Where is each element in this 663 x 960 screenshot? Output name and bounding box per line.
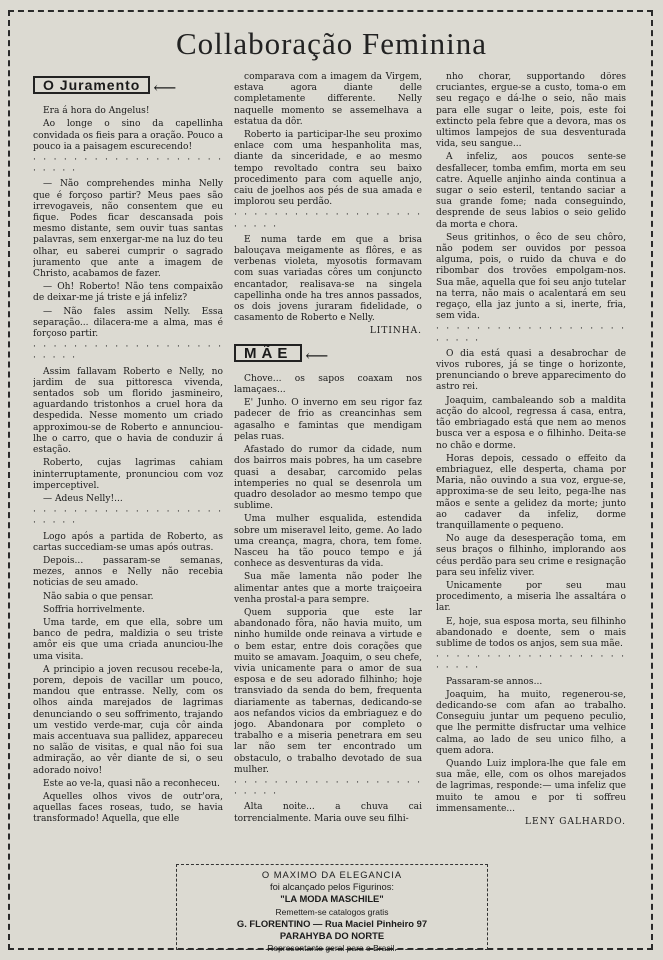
paragraph: Depois... passaram-se semanas, mezes, annos e Nelly não recebia noticias de seu amado. [33, 555, 223, 589]
paragraph: · · · · · · · · · · · · · · · · · · · · · · · · [33, 155, 223, 177]
paragraph: — Adeus Nelly!... [43, 493, 123, 504]
paragraph: Roberto ia participar-lhe seu proximo enlace com uma hespanholita mas, diante da sinceridade, e ao mesmo tempo revoltado contra seu baixo procedimento para com aquelle anjo, caiu de joelhos aos pés de sua amada e implorou seu perdão. [234, 130, 422, 208]
paragraph: Passaram-se annos... [446, 676, 543, 687]
column-right [436, 72, 626, 862]
paragraph: comparava com a imagem da Virgem, estava agora diante delle completamente differente. Nelly naquelle momento se assemelhava a estatua da dôr. [234, 72, 422, 127]
paragraph: E numa tarde em que a brisa balouçava meigamente as flôres, e as verbenas violeta, myosotis formavam com suas variadas côres um conjuncto encantador, realisava-se na singela capellinha onde ha tres annos passados, os dois jovens juraram fidelidade, o casamento de Roberto e Nelly. [234, 234, 422, 324]
paragraph: · · · · · · · · · · · · · · · · · · · · · · · · [33, 507, 223, 529]
paragraph: Sua mãe lamenta não poder lhe alimentar antes que a morte traiçoeira venha prostal-a para sempre. [234, 572, 422, 605]
paragraph: A principio a joven recusou recebe-la, porem, depois de vacillar um pouco, mandou que entrasse. Nelly, com os olhos ainda marejados de lagrimas denunciando o seu soffrimento, trajando um vestido verde-mar, cuja côr ainda mais accentuava sua pallidez, appareceu no salão de visitas, e qual não foi sua admiração, ao vêr diante de si, o seu adorado noivo! [33, 664, 223, 776]
signature-litinha: LITINHA. [369, 326, 422, 337]
paragraph: No auge da desesperação toma, em seus braços o filhinho, implorando aos céus perdão para seu crime e resignação para seu infeliz viver. [436, 534, 626, 578]
paragraph: — Oh! Roberto! Não tens compaixão de deixar-me já triste e já infeliz? [33, 282, 223, 304]
article-body-o-juramento-continued [234, 72, 422, 324]
ad-brand: "LA MODA MASCHILE" [280, 893, 384, 905]
paragraph: E, hoje, sua esposa morta, seu filhinho abandonado e doente, sem o mais sublime de todos os anjos, sem sua mãe. [436, 616, 626, 649]
article-body-mae-continued [436, 72, 626, 815]
paragraph: Quem supporia que este lar abandonado fôra, não havia muito, um ninho humilde onde reinava a virtude e o bem estar, entre dois corações que muito se amavam. Joaquim, o seu chefe, vivia unicamente para o amor de sua esposa e de seu adorado filhinho; hoje transviado da senda do bem, frequenta diariamente as tabernas, dedicando-se aos nefandos vicios da embriaguez e do jogo. Abandonara por completo o trabalho e a miseria penetrara em seu lar não sem ter encontrado um obstaculo, o trabalho devotado de sua mulher. [234, 607, 422, 775]
paragraph: Uma tarde, em que ella, sobre um banco de pedra, maldizia o seu triste amôr eis que uma criada anunciou-lhe uma visita. [33, 617, 223, 662]
paragraph: Assim fallavam Roberto e Nelly, no jardim de sua pittoresca vivenda, sentados sob um florido jasmineiro, aguardando tristonhos a cruel hora da despedida. Nesse momento um criado approximou-se de Roberto e annunciou-lhe o carro, que o havia de conduzir á estação. [33, 366, 223, 456]
ad-city: PARAHYBA DO NORTE [279, 930, 385, 942]
column-middle [234, 72, 422, 862]
paragraph: — Não fales assim Nelly. Essa separação... dilacera-me a alma, mas é forçoso partir. [33, 306, 223, 340]
paragraph: Joaquim, ha muito, regenerou-se, dedicando-se com afan ao trabalho. Conseguiu juntar um pequeno peculio, que lhe permitte disfructar uma velhice calma, ao lado de seu unico filho, a quem adora. [436, 689, 626, 756]
arrow-icon: ⟵ [305, 345, 329, 365]
ad-line: Representante geral para o Brasil. [267, 943, 397, 954]
arrow-icon: ⟵ [153, 77, 177, 97]
paragraph: Não sabia o que pensar. [43, 591, 154, 602]
paragraph: — Não comprehendes minha Nelly que é forçoso partir? Meus paes são irrevogaveis, não consentem que eu fique. Podes ficar descansada pois mesmo distante, sem ouvir tuas santas palavras, sem enxergar-me na luz do teu olhar, eu saberei cumprir o sagrado juramento que ante a imagem de Christo, acabamos de fazer. [33, 179, 223, 280]
paragraph: O dia está quasi a desabrochar de vivos rubores, já se tinge o horizonte, prenunciando o breve apparecimento do astro rei. [436, 348, 626, 393]
paragraph: A infeliz, aos poucos sente-se desfallecer, tomba emfim, morta em seu catre. Aquelle anjinho ainda continua a sugar o seio esteril, tentando saciar a sua grande fome; nada conseguindo, desprende de seus labios o seio gelido da morta e chora. [436, 152, 626, 230]
page-title: Collaboração Feminina [175, 26, 488, 61]
paragraph: Ao longe o sino da capellinha convidada os fieis para a oração. Pouco a pouco ia a paisagem escurecendo! [33, 119, 223, 152]
paragraph: Aquelles olhos vivos de outr'ora, aquellas faces roseas, tudo, se havia transformado! Aquella, que elle [33, 791, 223, 825]
heading-text: MÃE [244, 344, 293, 362]
paragraph: · · · · · · · · · · · · · · · · · · · · · · · · [33, 342, 223, 364]
paragraph: Chove... os sapos coaxam nos lamaçaes... [234, 373, 422, 396]
paragraph: · · · · · · · · · · · · · · · · · · · · · · · · [436, 652, 626, 674]
paragraph: Era á hora do Angelus! [43, 106, 150, 117]
paragraph: Uma mulher esqualida, estendida sobre um miseravel leito, geme. Ao lado uma creança, magra, chora, tem fome. Nasceu ha tão pouco tempo e já conhece as desventuras da vida. [234, 514, 422, 570]
paragraph: nho chorar, supportando dôres cruciantes, ergue-se a custo, toma-o em seu regaço e dá-lhe o seio, não mais para elle sugar o leite, pois, este foi extincto pela febre que a devora, mas os ultimos lampejos de sua desventurada vida, seu sangue... [436, 72, 626, 150]
paragraph: · · · · · · · · · · · · · · · · · · · · · · · · [234, 210, 422, 232]
paragraph: Afastado do rumor da cidade, num dos bairros mais pobres, ha um casebre quasi a desabar, carcomido pelas intemperies no qual se desenrola um quadro desolador ao mesmo tempo que sublime. [234, 445, 422, 512]
paragraph: Roberto, cujas lagrimas cahiam ininterruptamente, pronunciou com voz imperceptivel. [33, 458, 223, 491]
ad-line: foi alcançado pelos Figurinos: [269, 881, 395, 893]
ad-address: G. FLORENTINO — Rua Maciel Pinheiro 97 [236, 917, 428, 929]
column-left [33, 72, 223, 872]
paragraph: E' Junho. O inverno em seu rigor faz padecer de frio as creancinhas sem agasalho e famintas que mendigam pelas ruas. [234, 398, 422, 442]
paragraph: Joaquim, cambaleando sob a maldita acção do alcool, regressa á casa, entra, tão embriagado está que nem ao menos busca ver a esposa e o filhinho. Deita-se no chão e dorme. [436, 395, 626, 451]
paragraph: Soffria horrivelmente. [43, 604, 145, 615]
ad-line: Remettem-se catalogos gratis [275, 906, 389, 917]
article-heading-mae [234, 344, 302, 362]
paragraph: · · · · · · · · · · · · · · · · · · · · · · · · [234, 777, 422, 800]
paragraph: Quando Luiz implora-lhe que fale em sua mãe, elle, com os olhos marejados de lagrimas, responde:— uma infeliz que muito te amou e por ti soffreu immensamente... [436, 758, 626, 814]
article-heading-o-juramento [33, 76, 150, 94]
heading-text: O Juramento [43, 77, 141, 93]
paragraph: Este ao ve-la, quasi não a reconheceu. [43, 778, 220, 789]
paragraph: Logo após a partida de Roberto, as cartas succediam-se umas após outras. [33, 531, 223, 553]
article-body-o-juramento [33, 106, 223, 825]
signature-leny-galhardo: LENY GALHARDO. [525, 817, 626, 827]
paragraph: Unicamente por seu mau procedimento, a miseria lhe assaltára o lar. [436, 580, 626, 614]
advertisement-box [176, 864, 488, 954]
paragraph: Horas depois, cessado o effeito da embriaguez, elle desperta, chama por Maria, não ouvindo a sua voz, ergue-se, approxima-se de seu leito, pega-lhe nas mãos e sente a gelidez da morte; junto ao cadaver da infeliz, dorme tranquillamente o pequeno. [436, 453, 626, 531]
paragraph: Alta noite... a chuva cai torrencialmente. Maria ouve seu filhi- [234, 802, 422, 824]
article-body-mae [234, 374, 422, 825]
ad-headline: O MAXIMO DA ELEGANCIA [261, 869, 403, 880]
paragraph: · · · · · · · · · · · · · · · · · · · · · · · · [436, 324, 626, 346]
paragraph: Seus gritinhos, o êco de seu chôro, não podem ser ouvidos por pessoa alguma, pois, o ruido da chuva e do ribombar dos trovões empolgam-nos. Sua mãe, aquella que foi seu anjo tutelar na terra, não mais o acalentará em seu regaço, ella jaz junto a si, inerte, fria, sem vida. [436, 232, 626, 322]
